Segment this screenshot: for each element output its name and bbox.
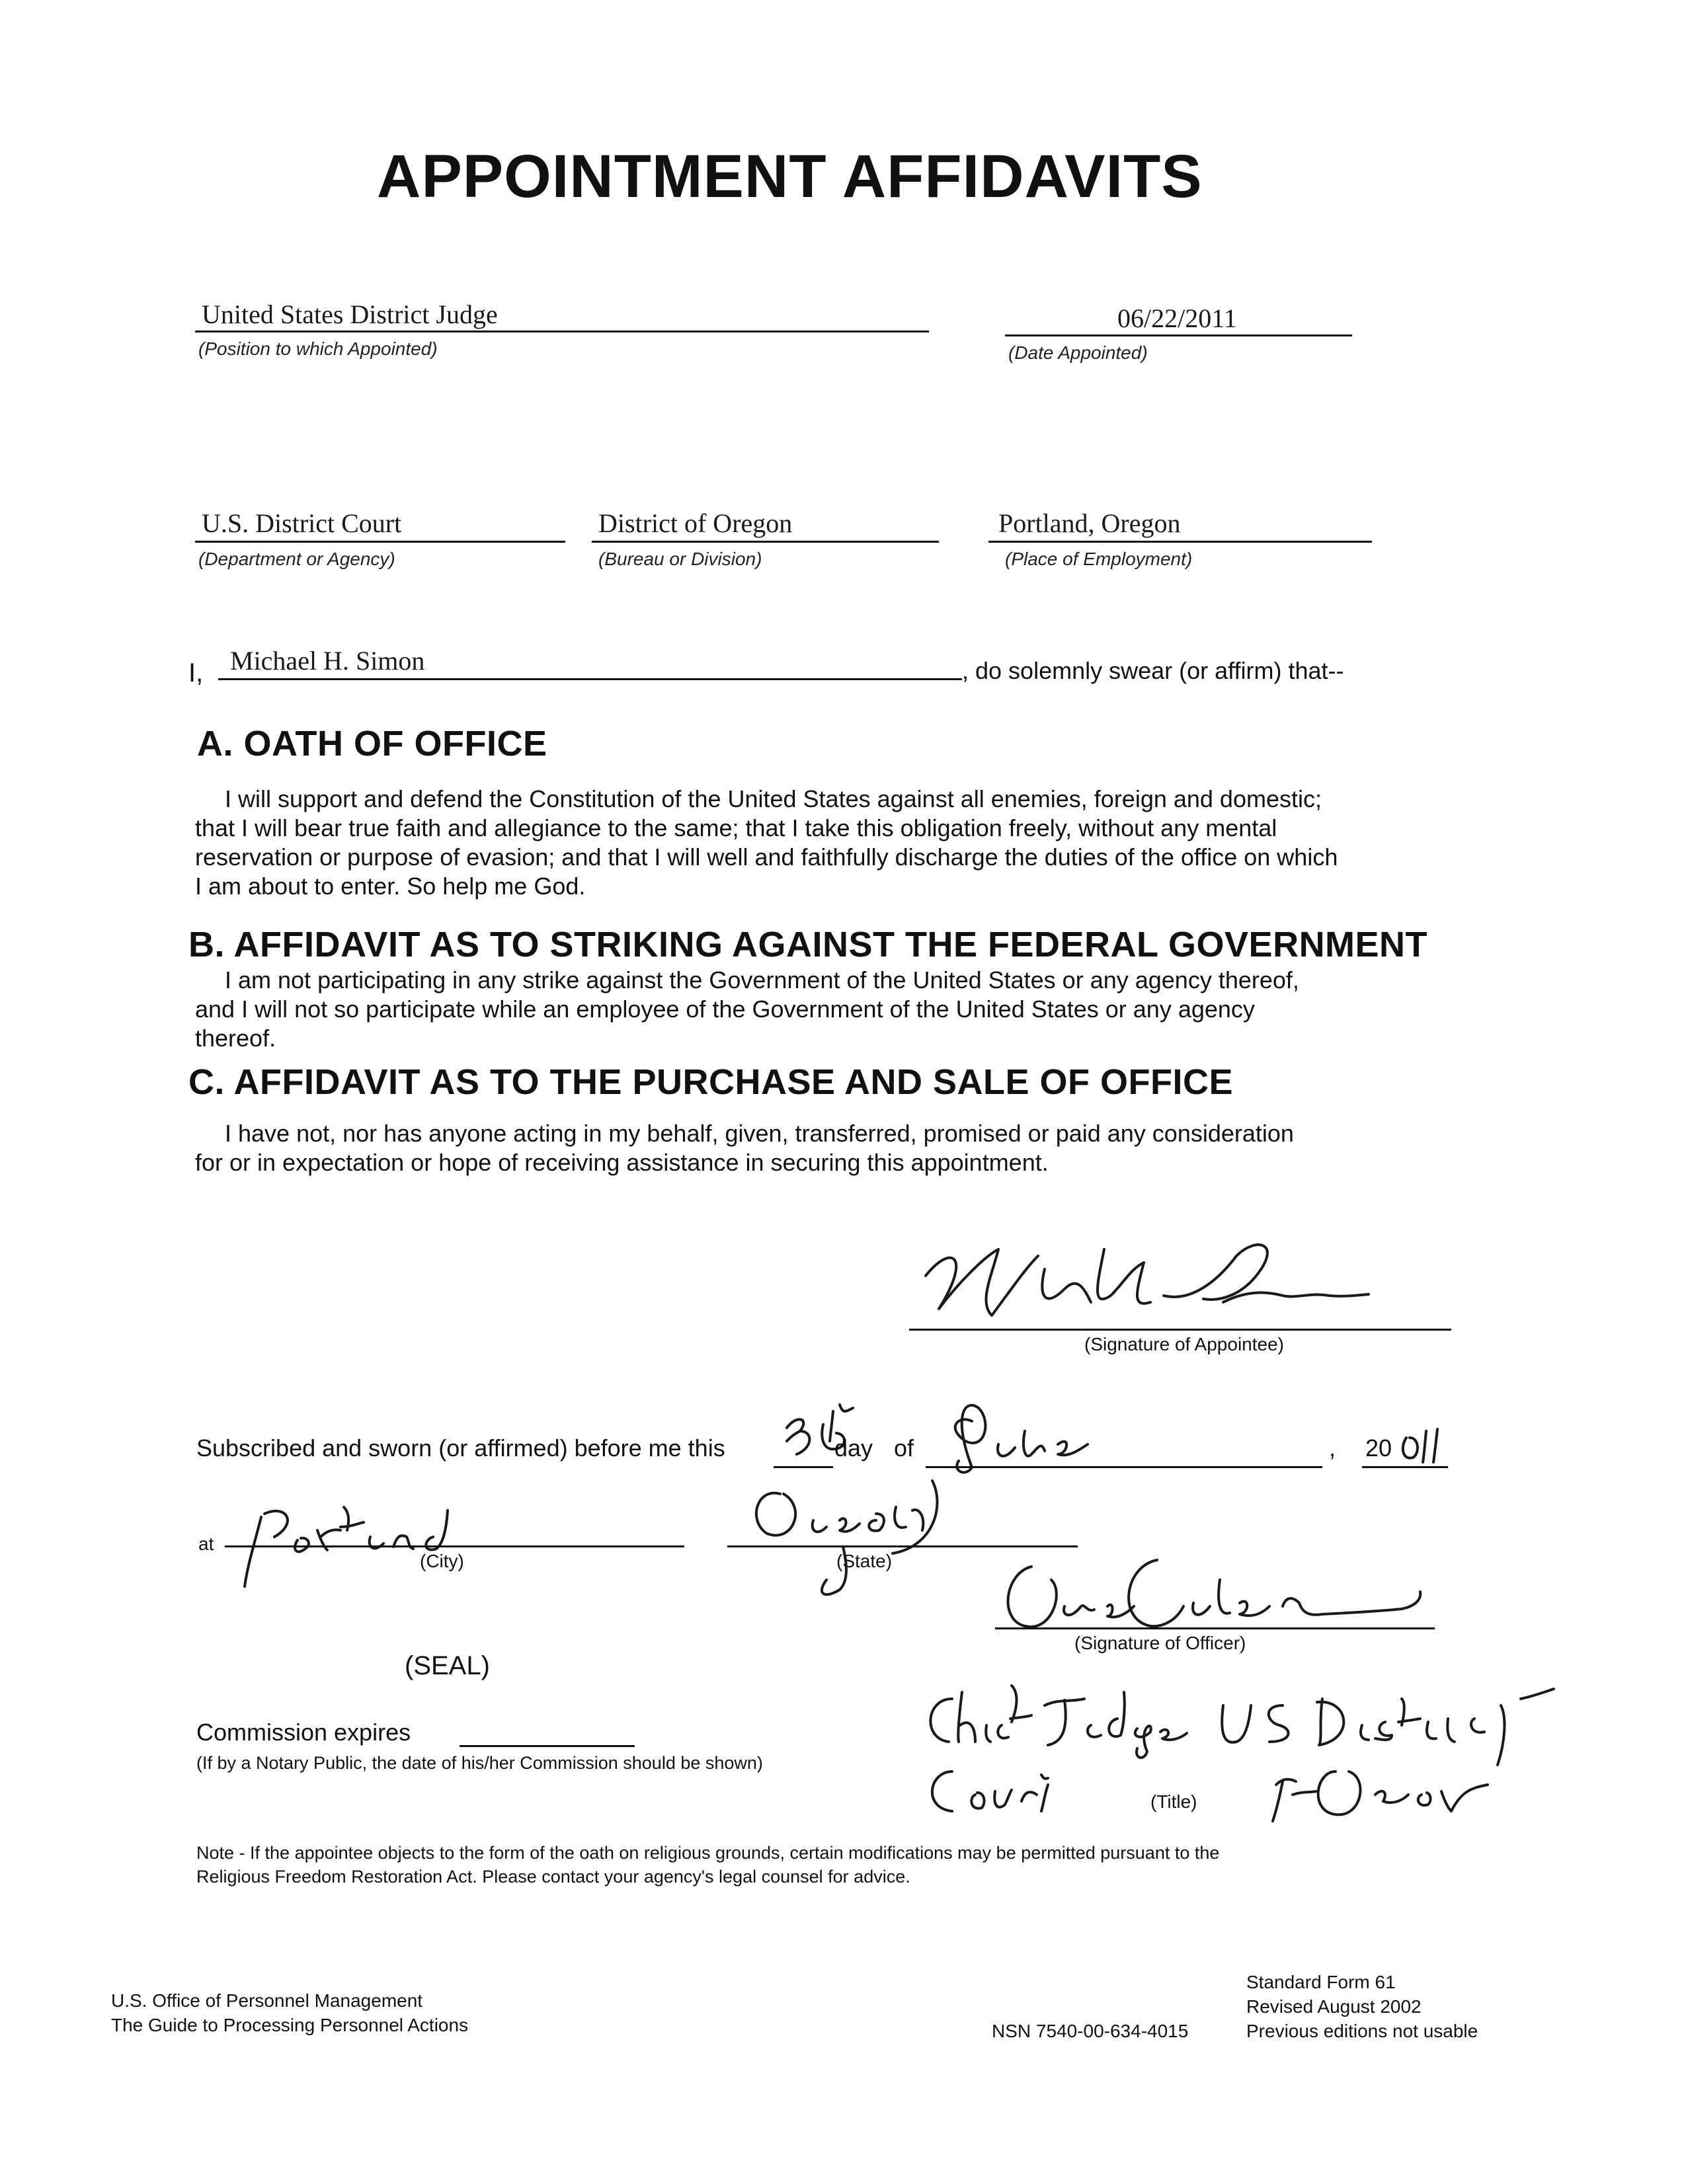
place-caption: (Place of Employment) — [1005, 549, 1193, 569]
place-value: Portland, Oregon — [998, 508, 1181, 538]
year-line — [1362, 1466, 1448, 1468]
state-handwritten — [734, 1467, 998, 1603]
year-prefix: 20 — [1365, 1434, 1392, 1462]
section-a-line-1: I will support and defend the Constitution of the United States against all enemies, foreign and domestic; — [225, 785, 1322, 812]
swear-name: Michael H. Simon — [230, 646, 425, 676]
footer-sf-line-3: Previous editions not usable — [1246, 2021, 1478, 2041]
note-line-1: Note - If the appointee objects to the form of the oath on religious grounds, certain modifications may be permitted pursuant to the — [196, 1843, 1220, 1863]
section-c-heading: C. AFFIDAVIT AS TO THE PURCHASE AND SALE OF OFFICE — [188, 1062, 1234, 1102]
footer-opm-line-1: U.S. Office of Personnel Management — [111, 1990, 423, 2011]
footer-sf-line-2: Revised August 2002 — [1246, 1996, 1422, 2017]
appointee-signature-line — [909, 1329, 1451, 1331]
section-a-heading: A. OATH OF OFFICE — [197, 724, 547, 763]
state-caption: (State) — [836, 1551, 893, 1571]
officer-title-handwritten — [912, 1679, 1560, 1834]
at-label: at — [198, 1534, 214, 1554]
section-b-line-2: and I will not so participate while an employee of the Government of the United States or any agency — [195, 995, 1255, 1023]
note-line-2: Religious Freedom Restoration Act. Please contact your agency's legal counsel for advice. — [196, 1867, 910, 1887]
swear-line — [218, 678, 962, 680]
subscribed-text: Subscribed and sworn (or affirmed) before me this — [196, 1434, 725, 1462]
bureau-value: District of Oregon — [598, 508, 793, 538]
position-caption: (Position to which Appointed) — [198, 338, 438, 359]
footer-sf-line-1: Standard Form 61 — [1246, 1972, 1396, 1992]
of-word: of — [894, 1434, 914, 1462]
position-line — [195, 331, 929, 332]
section-a-line-3: reservation or purpose of evasion; and that I will well and faithfully discharge the duties of the office on which — [195, 843, 1338, 871]
sworn-comma: , — [1329, 1434, 1336, 1462]
commission-line — [460, 1745, 635, 1747]
commission-note: (If by a Notary Public, the date of his/her Commission should be shown) — [196, 1753, 763, 1773]
day-word: day — [834, 1434, 873, 1462]
section-c-line-2: for or in expectation or hope of receiving assistance in securing this appointment. — [195, 1149, 1049, 1176]
section-c-line-1: I have not, nor has anyone acting in my behalf, given, transferred, promised or paid any consideration — [225, 1120, 1294, 1147]
bureau-caption: (Bureau or Division) — [598, 549, 762, 569]
section-b-line-1: I am not participating in any strike against the Government of the United States or any agency thereof, — [225, 966, 1299, 994]
city-caption: (City) — [420, 1551, 464, 1571]
form-title: APPOINTMENT AFFIDAVITS — [377, 143, 1203, 210]
place-line — [988, 541, 1372, 543]
department-line — [195, 541, 565, 543]
swear-prefix: I, — [188, 658, 204, 687]
section-b-line-3: thereof. — [195, 1025, 276, 1052]
appointee-signature — [912, 1229, 1375, 1339]
commission-label: Commission expires — [196, 1719, 411, 1746]
city-line — [225, 1545, 684, 1547]
appointee-signature-caption: (Signature of Appointee) — [1084, 1334, 1284, 1354]
department-value: U.S. District Court — [202, 508, 402, 538]
bureau-line — [592, 541, 939, 543]
title-caption: (Title) — [1150, 1791, 1197, 1812]
swear-suffix: , do solemnly swear (or affirm) that-- — [962, 657, 1344, 684]
date-caption: (Date Appointed) — [1008, 342, 1148, 363]
footer-opm-line-2: The Guide to Processing Personnel Actions — [111, 2015, 469, 2035]
year-handwritten — [1396, 1421, 1449, 1471]
position-value: United States District Judge — [202, 299, 498, 329]
date-line — [1005, 334, 1352, 336]
section-a-line-4: I am about to enter. So help me God. — [195, 873, 586, 900]
seal-label: (SEAL) — [405, 1651, 490, 1680]
officer-signature-caption: (Signature of Officer) — [1074, 1633, 1246, 1653]
officer-signature-line — [995, 1627, 1435, 1629]
section-a-line-2: that I will bear true faith and allegiance to the same; that I take this obligation freely, without any mental — [195, 814, 1277, 841]
footer-nsn: NSN 7540-00-634-4015 — [992, 2021, 1189, 2041]
city-handwritten — [235, 1491, 499, 1593]
section-b-heading: B. AFFIDAVIT AS TO STRIKING AGAINST THE FEDERAL GOVERNMENT — [188, 925, 1428, 964]
department-caption: (Department or Agency) — [198, 549, 395, 569]
date-value: 06/22/2011 — [1117, 303, 1237, 333]
